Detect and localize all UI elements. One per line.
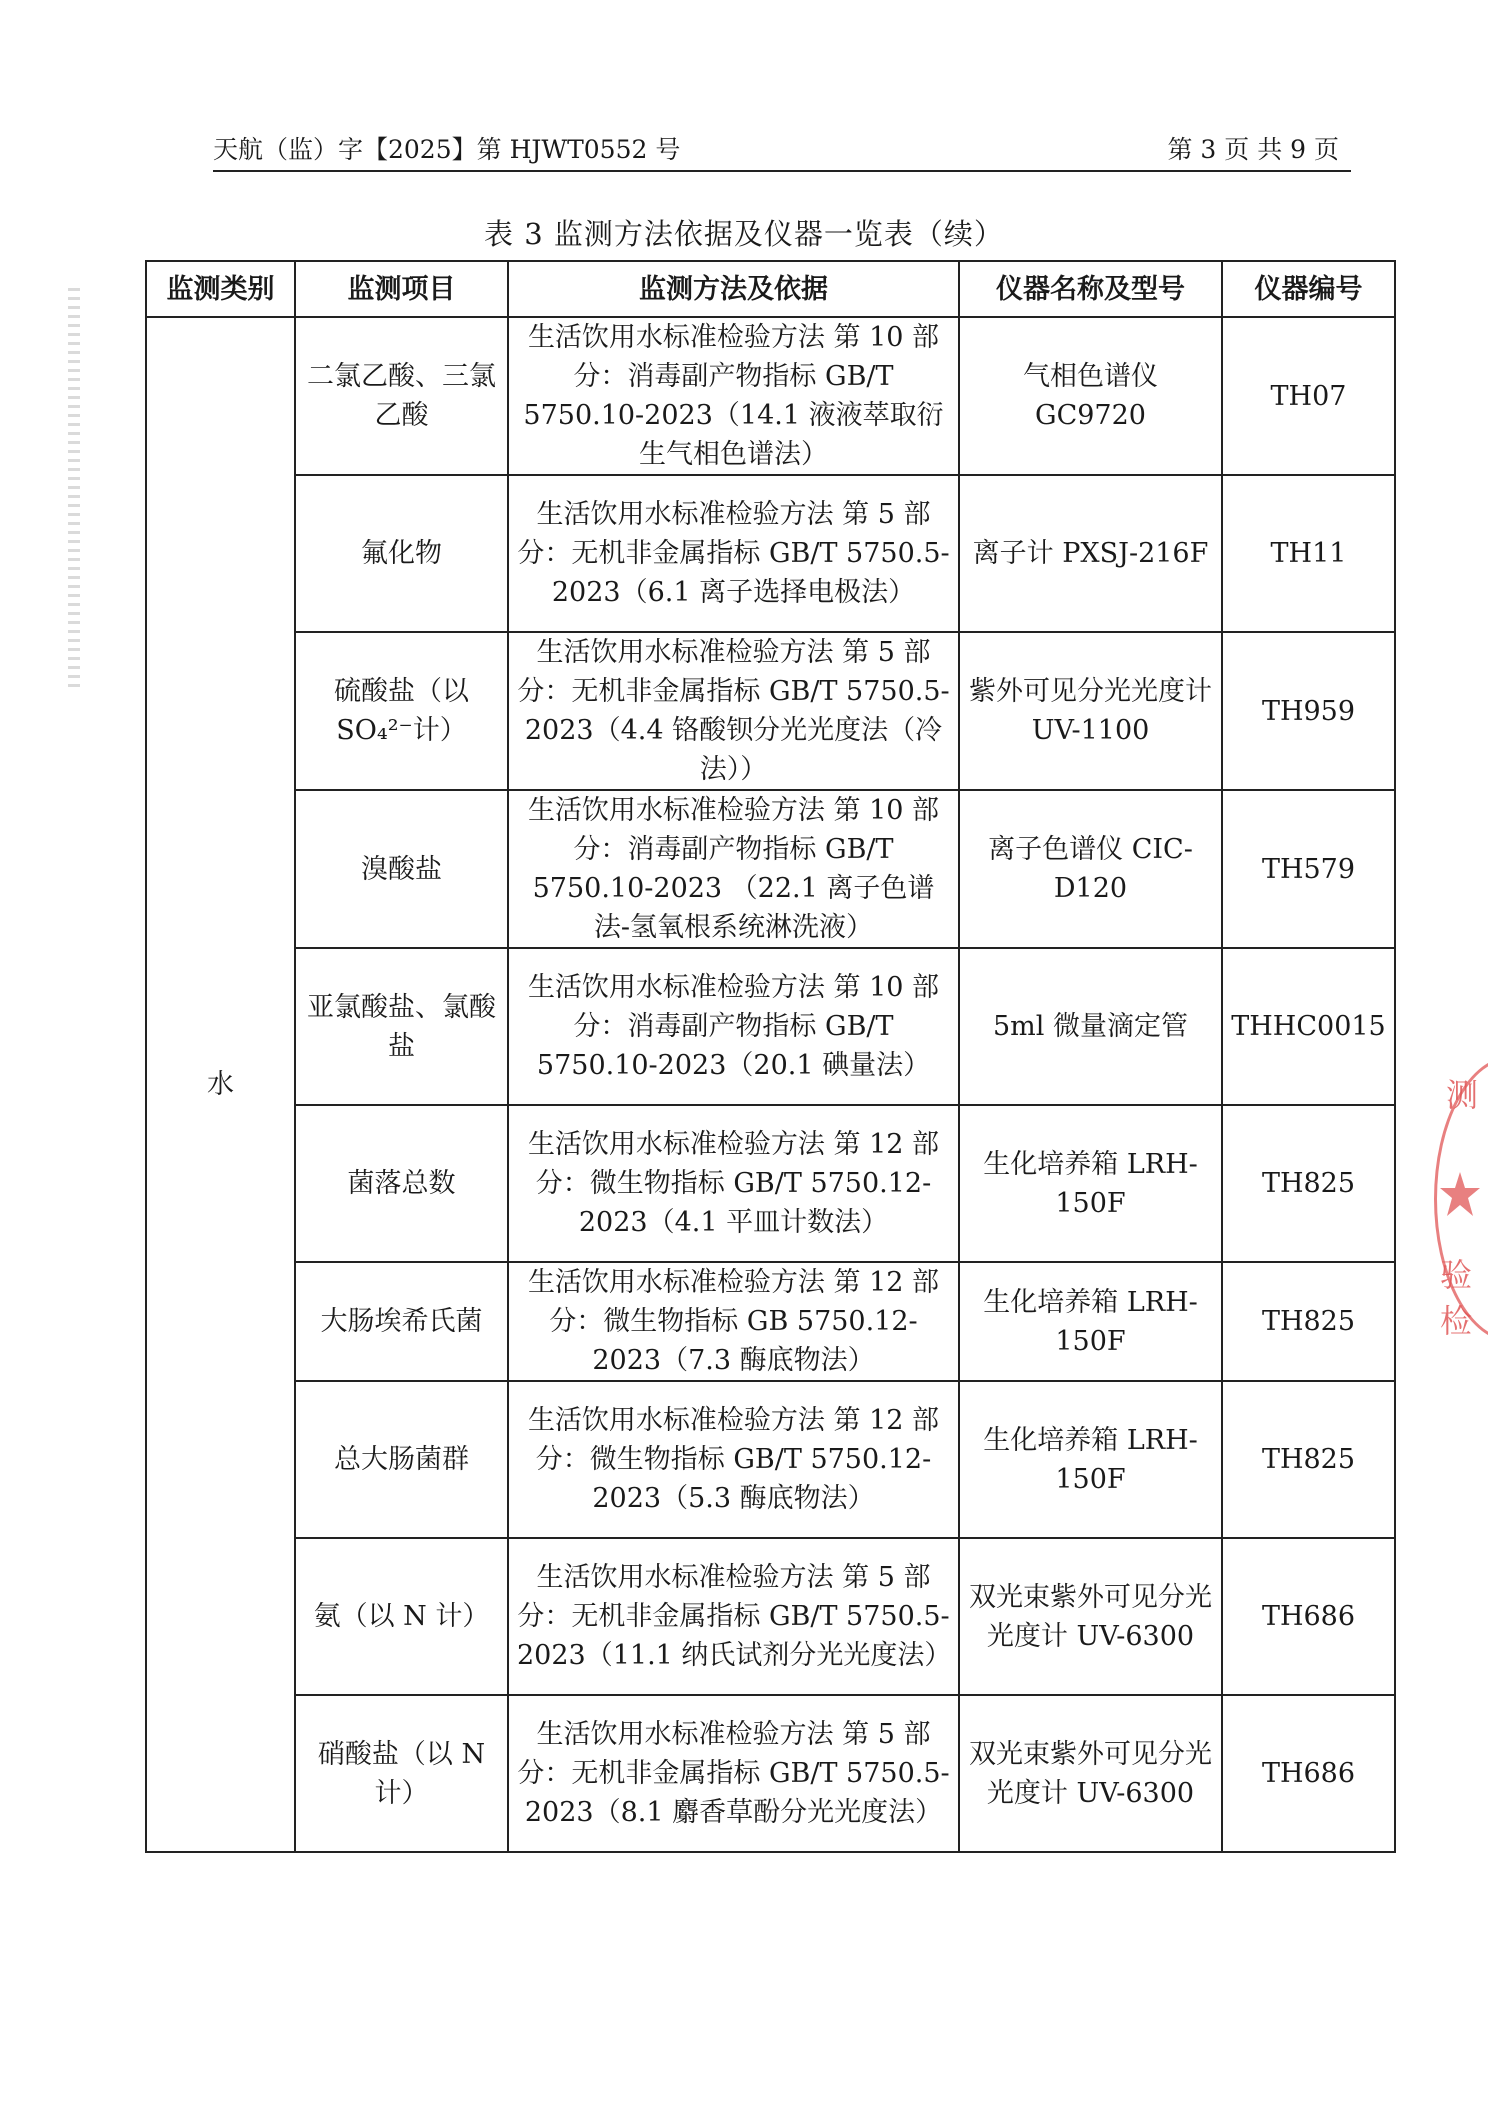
instrument-cell: 生化培养箱 LRH-150F bbox=[959, 1262, 1222, 1381]
table-row bbox=[146, 790, 1395, 948]
page-header bbox=[213, 132, 1351, 172]
instrument-cell: 生化培养箱 LRH-150F bbox=[959, 1105, 1222, 1262]
header-category: 监测类别 bbox=[146, 261, 295, 317]
instrument-id-cell: THHC0015 bbox=[1222, 948, 1395, 1105]
method-cell: 生活饮用水标准检验方法 第 10 部分：消毒副产物指标 GB/T 5750.10-2023（14.1 液液萃取衍生气相色谱法） bbox=[508, 317, 959, 475]
table-row bbox=[146, 475, 1395, 632]
instrument-cell: 双光束紫外可见分光光度计 UV-6300 bbox=[959, 1695, 1222, 1852]
table-row bbox=[146, 1538, 1395, 1695]
method-cell: 生活饮用水标准检验方法 第 10 部分：消毒副产物指标 GB/T 5750.10-2023 （22.1 离子色谱法-氢氧根系统淋洗液） bbox=[508, 790, 959, 948]
method-cell: 生活饮用水标准检验方法 第 12 部分：微生物指标 GB/T 5750.12-2023（4.1 平皿计数法） bbox=[508, 1105, 959, 1262]
instrument-id-cell: TH07 bbox=[1222, 317, 1395, 475]
table-row bbox=[146, 948, 1395, 1105]
item-cell: 氨（以 N 计） bbox=[295, 1538, 508, 1695]
table-row bbox=[146, 317, 1395, 475]
instrument-cell: 紫外可见分光光度计 UV-1100 bbox=[959, 632, 1222, 790]
stamp-text-1: 测 bbox=[1446, 1076, 1479, 1114]
stamp-text-2: 验检 bbox=[1440, 1256, 1473, 1340]
item-cell: 氟化物 bbox=[295, 475, 508, 632]
method-cell: 生活饮用水标准检验方法 第 5 部分：无机非金属指标 GB/T 5750.5-2023（6.1 离子选择电极法） bbox=[508, 475, 959, 632]
header-instrument-id: 仪器编号 bbox=[1222, 261, 1395, 317]
page-info: 第 3 页 共 9 页 bbox=[1167, 135, 1339, 164]
method-cell: 生活饮用水标准检验方法 第 5 部分：无机非金属指标 GB/T 5750.5-2023（8.1 麝香草酚分光光度法） bbox=[508, 1695, 959, 1852]
instrument-id-cell: TH579 bbox=[1222, 790, 1395, 948]
item-cell: 硫酸盐（以SO₄²⁻计） bbox=[295, 632, 508, 790]
item-cell: 硝酸盐（以 N 计） bbox=[295, 1695, 508, 1852]
methods-instruments-table bbox=[145, 260, 1396, 1853]
instrument-id-cell: TH686 bbox=[1222, 1695, 1395, 1852]
item-cell: 亚氯酸盐、氯酸盐 bbox=[295, 948, 508, 1105]
table-row bbox=[146, 1262, 1395, 1381]
method-cell: 生活饮用水标准检验方法 第 10 部分：消毒副产物指标 GB/T 5750.10-2023（20.1 碘量法） bbox=[508, 948, 959, 1105]
document-number: 天航（监）字【2025】第 HJWT0552 号 bbox=[213, 135, 681, 164]
table-row bbox=[146, 632, 1395, 790]
instrument-cell: 离子计 PXSJ-216F bbox=[959, 475, 1222, 632]
header-method: 监测方法及依据 bbox=[508, 261, 959, 317]
item-cell: 大肠埃希氏菌 bbox=[295, 1262, 508, 1381]
scan-margin-marks bbox=[68, 288, 80, 688]
instrument-id-cell: TH825 bbox=[1222, 1381, 1395, 1538]
instrument-cell: 双光束紫外可见分光光度计 UV-6300 bbox=[959, 1538, 1222, 1695]
item-cell: 总大肠菌群 bbox=[295, 1381, 508, 1538]
table-row bbox=[146, 1381, 1395, 1538]
instrument-cell: 离子色谱仪 CIC-D120 bbox=[959, 790, 1222, 948]
method-cell: 生活饮用水标准检验方法 第 5 部分：无机非金属指标 GB/T 5750.5-2023（4.4 铬酸钡分光光度法（冷法）） bbox=[508, 632, 959, 790]
method-cell: 生活饮用水标准检验方法 第 5 部分：无机非金属指标 GB/T 5750.5-2023（11.1 纳氏试剂分光光度法） bbox=[508, 1538, 959, 1695]
instrument-id-cell: TH825 bbox=[1222, 1105, 1395, 1262]
star-icon bbox=[1440, 1172, 1480, 1216]
red-seal-stamp bbox=[1434, 1050, 1488, 1340]
instrument-id-cell: TH11 bbox=[1222, 475, 1395, 632]
header-instrument: 仪器名称及型号 bbox=[959, 261, 1222, 317]
item-cell: 溴酸盐 bbox=[295, 790, 508, 948]
item-cell: 菌落总数 bbox=[295, 1105, 508, 1262]
instrument-id-cell: TH825 bbox=[1222, 1262, 1395, 1381]
instrument-id-cell: TH686 bbox=[1222, 1538, 1395, 1695]
table-row bbox=[146, 1695, 1395, 1852]
method-cell: 生活饮用水标准检验方法 第 12 部分：微生物指标 GB 5750.12-2023（7.3 酶底物法） bbox=[508, 1262, 959, 1381]
table-row bbox=[146, 1105, 1395, 1262]
instrument-id-cell: TH959 bbox=[1222, 632, 1395, 790]
table-header-row bbox=[146, 261, 1395, 317]
instrument-cell: 气相色谱仪 GC9720 bbox=[959, 317, 1222, 475]
instrument-cell: 5ml 微量滴定管 bbox=[959, 948, 1222, 1105]
header-item: 监测项目 bbox=[295, 261, 508, 317]
category-cell: 水 bbox=[146, 317, 295, 1852]
instrument-cell: 生化培养箱 LRH-150F bbox=[959, 1381, 1222, 1538]
method-cell: 生活饮用水标准检验方法 第 12 部分：微生物指标 GB/T 5750.12-2023（5.3 酶底物法） bbox=[508, 1381, 959, 1538]
table-title: 表 3 监测方法依据及仪器一览表（续） bbox=[484, 217, 1004, 251]
item-cell: 二氯乙酸、三氯乙酸 bbox=[295, 317, 508, 475]
